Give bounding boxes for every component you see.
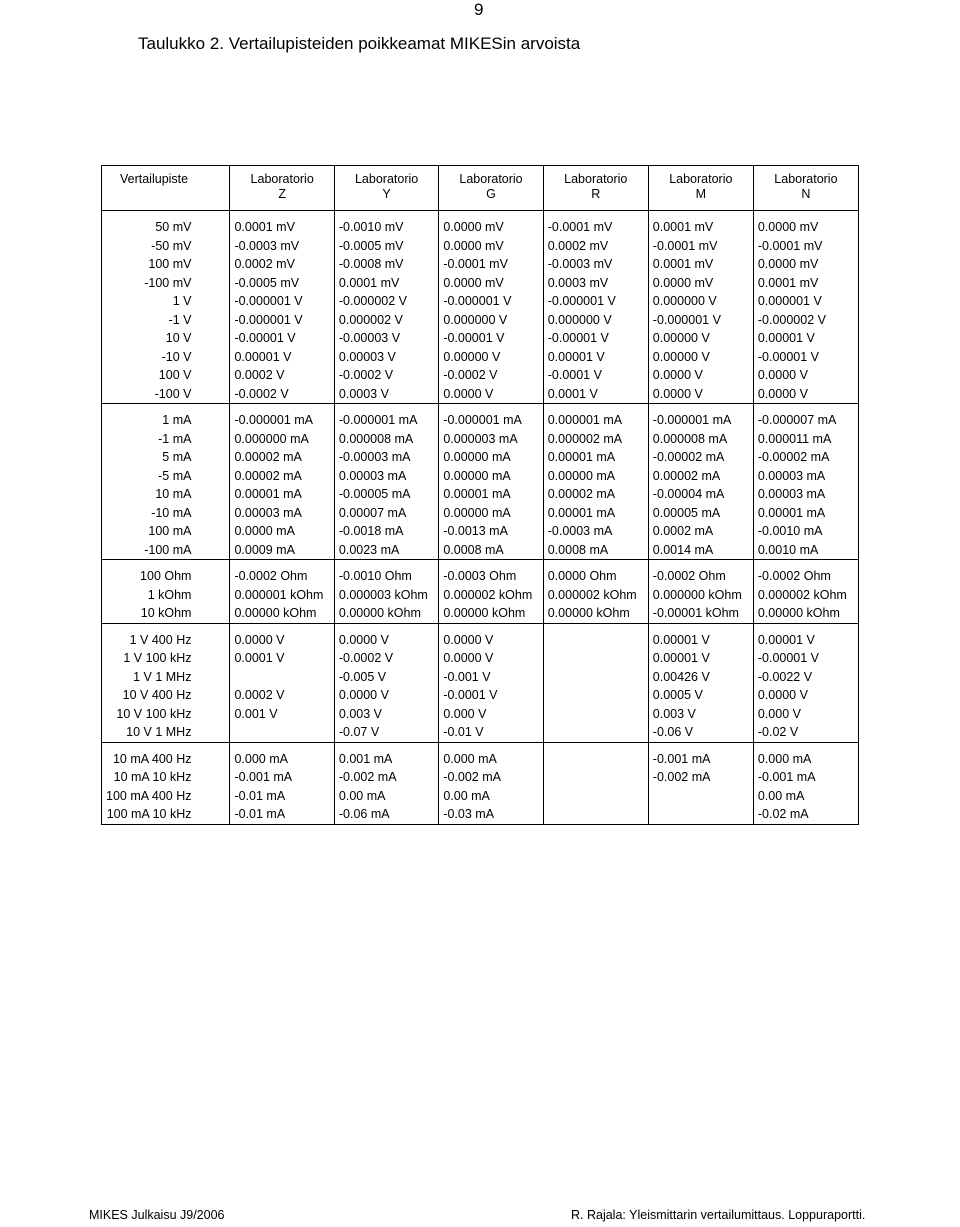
document-title: Taulukko 2. Vertailupisteiden poikkeamat MIKESin arvoista xyxy=(138,34,581,53)
table-cell: 0.000001 mA xyxy=(543,404,648,430)
column-header-line1: Laboratorio xyxy=(774,172,838,186)
table-cell: -0.0001 mV xyxy=(648,237,753,256)
table-row xyxy=(102,768,859,787)
table-cell xyxy=(543,805,648,824)
table-cell: -0.001 mA xyxy=(753,768,858,787)
table-cell xyxy=(648,805,753,824)
table-cell: -0.0001 mV xyxy=(753,237,858,256)
table-row xyxy=(102,705,859,724)
table-cell: -0.000001 mA xyxy=(334,404,438,430)
table-row xyxy=(102,255,859,274)
column-header-line2: G xyxy=(486,187,496,201)
row-label: -10 mA xyxy=(102,504,230,523)
row-label: -5 mA xyxy=(102,467,230,486)
table-cell: 0.00003 mA xyxy=(753,485,858,504)
table-cell: -0.000007 mA xyxy=(753,404,858,430)
column-header-line2: Z xyxy=(278,187,286,201)
table-cell: -0.0003 mV xyxy=(230,237,334,256)
table-cell: -0.0002 V xyxy=(334,366,438,385)
table-cell: -0.00001 V xyxy=(543,329,648,348)
table-cell: 0.00001 V xyxy=(230,348,334,367)
table-cell: 0.00000 V xyxy=(648,348,753,367)
table-cell: 0.0005 V xyxy=(648,686,753,705)
table-cell: 0.00001 mA xyxy=(543,448,648,467)
table-cell: 0.0000 V xyxy=(648,366,753,385)
table-cell: 0.00426 V xyxy=(648,668,753,687)
row-label: 100 mA xyxy=(102,522,230,541)
row-label: 1 V xyxy=(102,292,230,311)
table-cell: 0.0000 V xyxy=(753,686,858,705)
table-cell: 0.00002 mA xyxy=(543,485,648,504)
row-label: -1 V xyxy=(102,311,230,330)
table-cell: 0.0002 mA xyxy=(648,522,753,541)
table-row xyxy=(102,560,859,586)
table-cell: -0.00001 V xyxy=(439,329,543,348)
table-cell: -0.0001 mV xyxy=(439,255,543,274)
table-cell xyxy=(543,705,648,724)
column-header-m xyxy=(648,166,753,211)
table-row xyxy=(102,805,859,824)
row-label: -100 V xyxy=(102,385,230,404)
table-cell: -0.02 V xyxy=(753,723,858,742)
table-cell: -0.001 mA xyxy=(230,768,334,787)
table-cell: 0.0003 V xyxy=(334,385,438,404)
table-cell: -0.00004 mA xyxy=(648,485,753,504)
row-label: 100 V xyxy=(102,366,230,385)
table-cell: 0.000002 kOhm xyxy=(439,586,543,605)
table-cell: -0.01 V xyxy=(439,723,543,742)
table-cell: -0.0001 V xyxy=(439,686,543,705)
row-label: 10 kOhm xyxy=(102,604,230,623)
table-cell: -0.0003 Ohm xyxy=(439,560,543,586)
row-label: 1 V 400 Hz xyxy=(102,623,230,649)
table-cell xyxy=(543,742,648,768)
table-cell: -0.0002 Ohm xyxy=(648,560,753,586)
table-cell: 0.000 mA xyxy=(230,742,334,768)
table-cell xyxy=(230,668,334,687)
row-label: -10 V xyxy=(102,348,230,367)
table-cell: 0.000 V xyxy=(753,705,858,724)
table-cell: 0.000000 V xyxy=(439,311,543,330)
table-cell: 0.003 V xyxy=(334,705,438,724)
column-header-n xyxy=(753,166,858,211)
table-cell: 0.0000 mV xyxy=(753,255,858,274)
table-cell: 0.0000 V xyxy=(439,385,543,404)
table-cell: -0.000001 V xyxy=(230,292,334,311)
table-cell: 0.000000 mA xyxy=(230,430,334,449)
table-cell: -0.000002 V xyxy=(334,292,438,311)
table-cell: 0.001 mA xyxy=(334,742,438,768)
table-row xyxy=(102,649,859,668)
table-group xyxy=(102,742,859,824)
table-cell: 0.0000 mA xyxy=(230,522,334,541)
table-cell: 0.0008 mA xyxy=(543,541,648,560)
table-cell: -0.00001 kOhm xyxy=(648,604,753,623)
table-row xyxy=(102,348,859,367)
table-cell: 0.0002 mV xyxy=(230,255,334,274)
table-cell: 0.00000 kOhm xyxy=(543,604,648,623)
table-cell: -0.002 mA xyxy=(439,768,543,787)
column-header-line2: N xyxy=(801,187,811,201)
table-cell: 0.000003 kOhm xyxy=(334,586,438,605)
table-cell: -0.0010 Ohm xyxy=(334,560,438,586)
table-cell: 0.000002 kOhm xyxy=(543,586,648,605)
table-cell: -0.000001 mA xyxy=(439,404,543,430)
table-cell: 0.000 V xyxy=(439,705,543,724)
row-label: 1 mA xyxy=(102,404,230,430)
row-label: 100 mA 10 kHz xyxy=(102,805,230,824)
table-cell: -0.0005 mV xyxy=(334,237,438,256)
row-label: 50 mV xyxy=(102,211,230,237)
table-cell: 0.0000 Ohm xyxy=(543,560,648,586)
column-header-line1: Laboratorio xyxy=(564,172,628,186)
table-cell: 0.00001 mA xyxy=(230,485,334,504)
table-cell: -0.07 V xyxy=(334,723,438,742)
table-cell: 0.0000 V xyxy=(753,366,858,385)
table-cell xyxy=(543,649,648,668)
comparison-table xyxy=(101,165,859,825)
table-cell: 0.0000 V xyxy=(439,623,543,649)
table-cell: 0.000011 mA xyxy=(753,430,858,449)
row-label: 10 V xyxy=(102,329,230,348)
table-cell: 0.00007 mA xyxy=(334,504,438,523)
corner-header: Vertailupiste xyxy=(102,166,230,211)
table-cell xyxy=(543,787,648,806)
table-cell: -0.0001 V xyxy=(543,366,648,385)
table-row xyxy=(102,292,859,311)
table-cell: -0.002 mA xyxy=(648,768,753,787)
table-row xyxy=(102,623,859,649)
footer-author: R. Rajala: Yleismittarin vertailumittaus. Loppuraportti. xyxy=(571,1208,866,1222)
page-number: 9 xyxy=(474,0,484,19)
row-label: 10 V 100 kHz xyxy=(102,705,230,724)
table-cell: 0.0014 mA xyxy=(648,541,753,560)
table-cell xyxy=(543,686,648,705)
table-cell: -0.01 mA xyxy=(230,787,334,806)
row-label: 5 mA xyxy=(102,448,230,467)
column-header-line1: Laboratorio xyxy=(669,172,733,186)
table-row xyxy=(102,668,859,687)
table-cell: -0.000001 mA xyxy=(230,404,334,430)
table-cell: -0.00003 V xyxy=(334,329,438,348)
table-cell: 0.000000 kOhm xyxy=(648,586,753,605)
table-cell: 0.000002 kOhm xyxy=(753,586,858,605)
table-cell: -0.0003 mA xyxy=(543,522,648,541)
table-cell: 0.000001 kOhm xyxy=(230,586,334,605)
table-cell: 0.00003 mA xyxy=(753,467,858,486)
table-cell: -0.000001 V xyxy=(648,311,753,330)
row-label: 1 V 100 kHz xyxy=(102,649,230,668)
table-row xyxy=(102,604,859,623)
table-cell: 0.0008 mA xyxy=(439,541,543,560)
table-row xyxy=(102,448,859,467)
table-cell: 0.00001 V xyxy=(543,348,648,367)
table-cell: 0.0023 mA xyxy=(334,541,438,560)
table-cell: 0.0000 mV xyxy=(439,237,543,256)
table-cell: -0.000002 V xyxy=(753,311,858,330)
table-cell: 0.0002 V xyxy=(230,686,334,705)
row-label: -100 mA xyxy=(102,541,230,560)
table-cell: -0.06 mA xyxy=(334,805,438,824)
row-label: 10 mA xyxy=(102,485,230,504)
table-cell: 0.00003 V xyxy=(334,348,438,367)
table-cell: 0.0001 mV xyxy=(753,274,858,293)
table-cell: 0.000 mA xyxy=(439,742,543,768)
table-group xyxy=(102,623,859,742)
table-row xyxy=(102,723,859,742)
table-row xyxy=(102,311,859,330)
table-cell: 0.00002 mA xyxy=(230,448,334,467)
table-cell: 0.00 mA xyxy=(439,787,543,806)
row-label: 1 kOhm xyxy=(102,586,230,605)
table-cell: -0.02 mA xyxy=(753,805,858,824)
table-cell: 0.00001 mA xyxy=(753,504,858,523)
table-row xyxy=(102,467,859,486)
table-cell: -0.00002 mA xyxy=(753,448,858,467)
table-cell: -0.0018 mA xyxy=(334,522,438,541)
table-group xyxy=(102,404,859,560)
table-row xyxy=(102,274,859,293)
table-cell: -0.00001 V xyxy=(753,649,858,668)
column-header-line2: Y xyxy=(382,187,391,201)
column-header-r xyxy=(543,166,648,211)
table-cell: -0.00002 mA xyxy=(648,448,753,467)
table-cell: 0.001 V xyxy=(230,705,334,724)
table-cell: -0.0010 mA xyxy=(753,522,858,541)
table-row xyxy=(102,522,859,541)
table-row xyxy=(102,237,859,256)
table-row xyxy=(102,541,859,560)
column-header-y xyxy=(334,166,438,211)
table-cell: 0.0000 V xyxy=(334,623,438,649)
table-cell: -0.0002 V xyxy=(230,385,334,404)
table-cell: 0.00000 V xyxy=(439,348,543,367)
table-cell: 0.00001 mA xyxy=(543,504,648,523)
table-cell: 0.00000 mA xyxy=(543,467,648,486)
table-cell: 0.00005 mA xyxy=(648,504,753,523)
table-row xyxy=(102,504,859,523)
table-cell: 0.0000 V xyxy=(439,649,543,668)
table-cell: -0.000001 V xyxy=(543,292,648,311)
column-header-line1: Laboratorio xyxy=(250,172,314,186)
table-cell: 0.00000 mA xyxy=(439,467,543,486)
table-cell: -0.00001 V xyxy=(753,348,858,367)
table-cell: 0.0000 mV xyxy=(439,211,543,237)
table-row xyxy=(102,211,859,237)
table-cell: -0.000001 mA xyxy=(648,404,753,430)
row-label: -1 mA xyxy=(102,430,230,449)
table-cell: 0.0001 V xyxy=(230,649,334,668)
table-cell xyxy=(543,723,648,742)
table-cell: -0.0010 mV xyxy=(334,211,438,237)
table-cell: 0.00000 mA xyxy=(439,448,543,467)
table-cell: 0.0001 mV xyxy=(648,211,753,237)
table-cell: 0.00000 kOhm xyxy=(439,604,543,623)
table-row xyxy=(102,686,859,705)
row-label: 1 V 1 MHz xyxy=(102,668,230,687)
row-label: 10 V 400 Hz xyxy=(102,686,230,705)
table-cell: -0.01 mA xyxy=(230,805,334,824)
table-cell: -0.0002 V xyxy=(439,366,543,385)
table-cell: 0.003 V xyxy=(648,705,753,724)
table-group xyxy=(102,560,859,624)
table-cell: 0.00000 kOhm xyxy=(753,604,858,623)
table-cell: 0.00000 kOhm xyxy=(334,604,438,623)
column-header-g xyxy=(439,166,543,211)
table-cell: 0.000000 V xyxy=(648,292,753,311)
row-label: 100 mV xyxy=(102,255,230,274)
column-header-line1: Laboratorio xyxy=(459,172,523,186)
table-cell: -0.00003 mA xyxy=(334,448,438,467)
table-cell: 0.0000 mV xyxy=(439,274,543,293)
table-cell: 0.000008 mA xyxy=(334,430,438,449)
row-label: 10 V 1 MHz xyxy=(102,723,230,742)
table-row xyxy=(102,586,859,605)
table-cell: 0.0000 V xyxy=(334,686,438,705)
table-cell: 0.00001 V xyxy=(753,623,858,649)
table-cell: 0.00000 V xyxy=(648,329,753,348)
table-cell: 0.000001 V xyxy=(753,292,858,311)
table-cell: -0.000001 V xyxy=(230,311,334,330)
row-label: 100 mA 400 Hz xyxy=(102,787,230,806)
table-row xyxy=(102,329,859,348)
table-cell: 0.0000 mV xyxy=(648,274,753,293)
table-row xyxy=(102,404,859,430)
table-cell: -0.001 V xyxy=(439,668,543,687)
table-cell xyxy=(648,787,753,806)
table-row xyxy=(102,787,859,806)
table-cell: 0.00 mA xyxy=(334,787,438,806)
table-cell: -0.00005 mA xyxy=(334,485,438,504)
table-cell: 0.0003 mV xyxy=(543,274,648,293)
table-cell: -0.002 mA xyxy=(334,768,438,787)
table-header-row xyxy=(102,166,859,211)
table-cell: 0.00001 V xyxy=(753,329,858,348)
column-header-line2: M xyxy=(695,187,707,201)
table-cell: 0.0000 V xyxy=(753,385,858,404)
column-header-line1: Laboratorio xyxy=(354,172,419,186)
footer-publication: MIKES Julkaisu J9/2006 xyxy=(89,1208,225,1222)
table-cell: 0.000002 mA xyxy=(543,430,648,449)
table-cell: -0.03 mA xyxy=(439,805,543,824)
table-cell: -0.0001 mV xyxy=(543,211,648,237)
table-cell: 0.00001 mA xyxy=(439,485,543,504)
table-cell: 0.0000 V xyxy=(230,623,334,649)
table-cell: 0.0002 mV xyxy=(543,237,648,256)
table-cell: -0.001 mA xyxy=(648,742,753,768)
table-cell: -0.000001 V xyxy=(439,292,543,311)
table-cell: 0.000002 V xyxy=(334,311,438,330)
column-header-line2: R xyxy=(591,187,601,201)
table-cell: 0.0001 mV xyxy=(230,211,334,237)
table-cell: 0.000000 V xyxy=(543,311,648,330)
table-group xyxy=(102,211,859,404)
table-row xyxy=(102,485,859,504)
table-cell: -0.0003 mV xyxy=(543,255,648,274)
table-cell: 0.000003 mA xyxy=(439,430,543,449)
table-cell: 0.00000 mA xyxy=(439,504,543,523)
table-cell: 0.00000 kOhm xyxy=(230,604,334,623)
row-label: 10 mA 10 kHz xyxy=(102,768,230,787)
table-cell: 0.0001 mV xyxy=(648,255,753,274)
table-cell: -0.005 V xyxy=(334,668,438,687)
table-cell: -0.0022 V xyxy=(753,668,858,687)
table-cell: 0.00003 mA xyxy=(230,504,334,523)
table-cell: 0.00002 mA xyxy=(230,467,334,486)
row-label: -100 mV xyxy=(102,274,230,293)
table-cell: 0.0001 V xyxy=(543,385,648,404)
table-cell xyxy=(543,768,648,787)
table-row xyxy=(102,366,859,385)
row-label: 10 mA 400 Hz xyxy=(102,742,230,768)
table-cell: -0.0005 mV xyxy=(230,274,334,293)
table-cell: 0.00002 mA xyxy=(648,467,753,486)
table-cell: 0.0009 mA xyxy=(230,541,334,560)
table-cell: 0.0001 mV xyxy=(334,274,438,293)
table-cell: -0.0002 Ohm xyxy=(230,560,334,586)
table-cell: 0.00003 mA xyxy=(334,467,438,486)
row-label: 100 Ohm xyxy=(102,560,230,586)
table-cell xyxy=(543,668,648,687)
table-cell xyxy=(230,723,334,742)
table-cell xyxy=(543,623,648,649)
table-cell: 0.0000 mV xyxy=(753,211,858,237)
table-cell: 0.0010 mA xyxy=(753,541,858,560)
table-row xyxy=(102,742,859,768)
table-cell: 0.00 mA xyxy=(753,787,858,806)
table-cell: 0.0000 V xyxy=(648,385,753,404)
table-cell: -0.0002 Ohm xyxy=(753,560,858,586)
table-row xyxy=(102,430,859,449)
table-cell: 0.00001 V xyxy=(648,623,753,649)
row-label: -50 mV xyxy=(102,237,230,256)
table-cell: -0.0008 mV xyxy=(334,255,438,274)
table-cell: -0.0002 V xyxy=(334,649,438,668)
table-cell: 0.000 mA xyxy=(753,742,858,768)
table-cell: 0.0002 V xyxy=(230,366,334,385)
table-cell: -0.0013 mA xyxy=(439,522,543,541)
table-row xyxy=(102,385,859,404)
table-cell: 0.000008 mA xyxy=(648,430,753,449)
column-header-z xyxy=(230,166,334,211)
table-cell: -0.00001 V xyxy=(230,329,334,348)
table-cell: -0.06 V xyxy=(648,723,753,742)
table-cell: 0.00001 V xyxy=(648,649,753,668)
